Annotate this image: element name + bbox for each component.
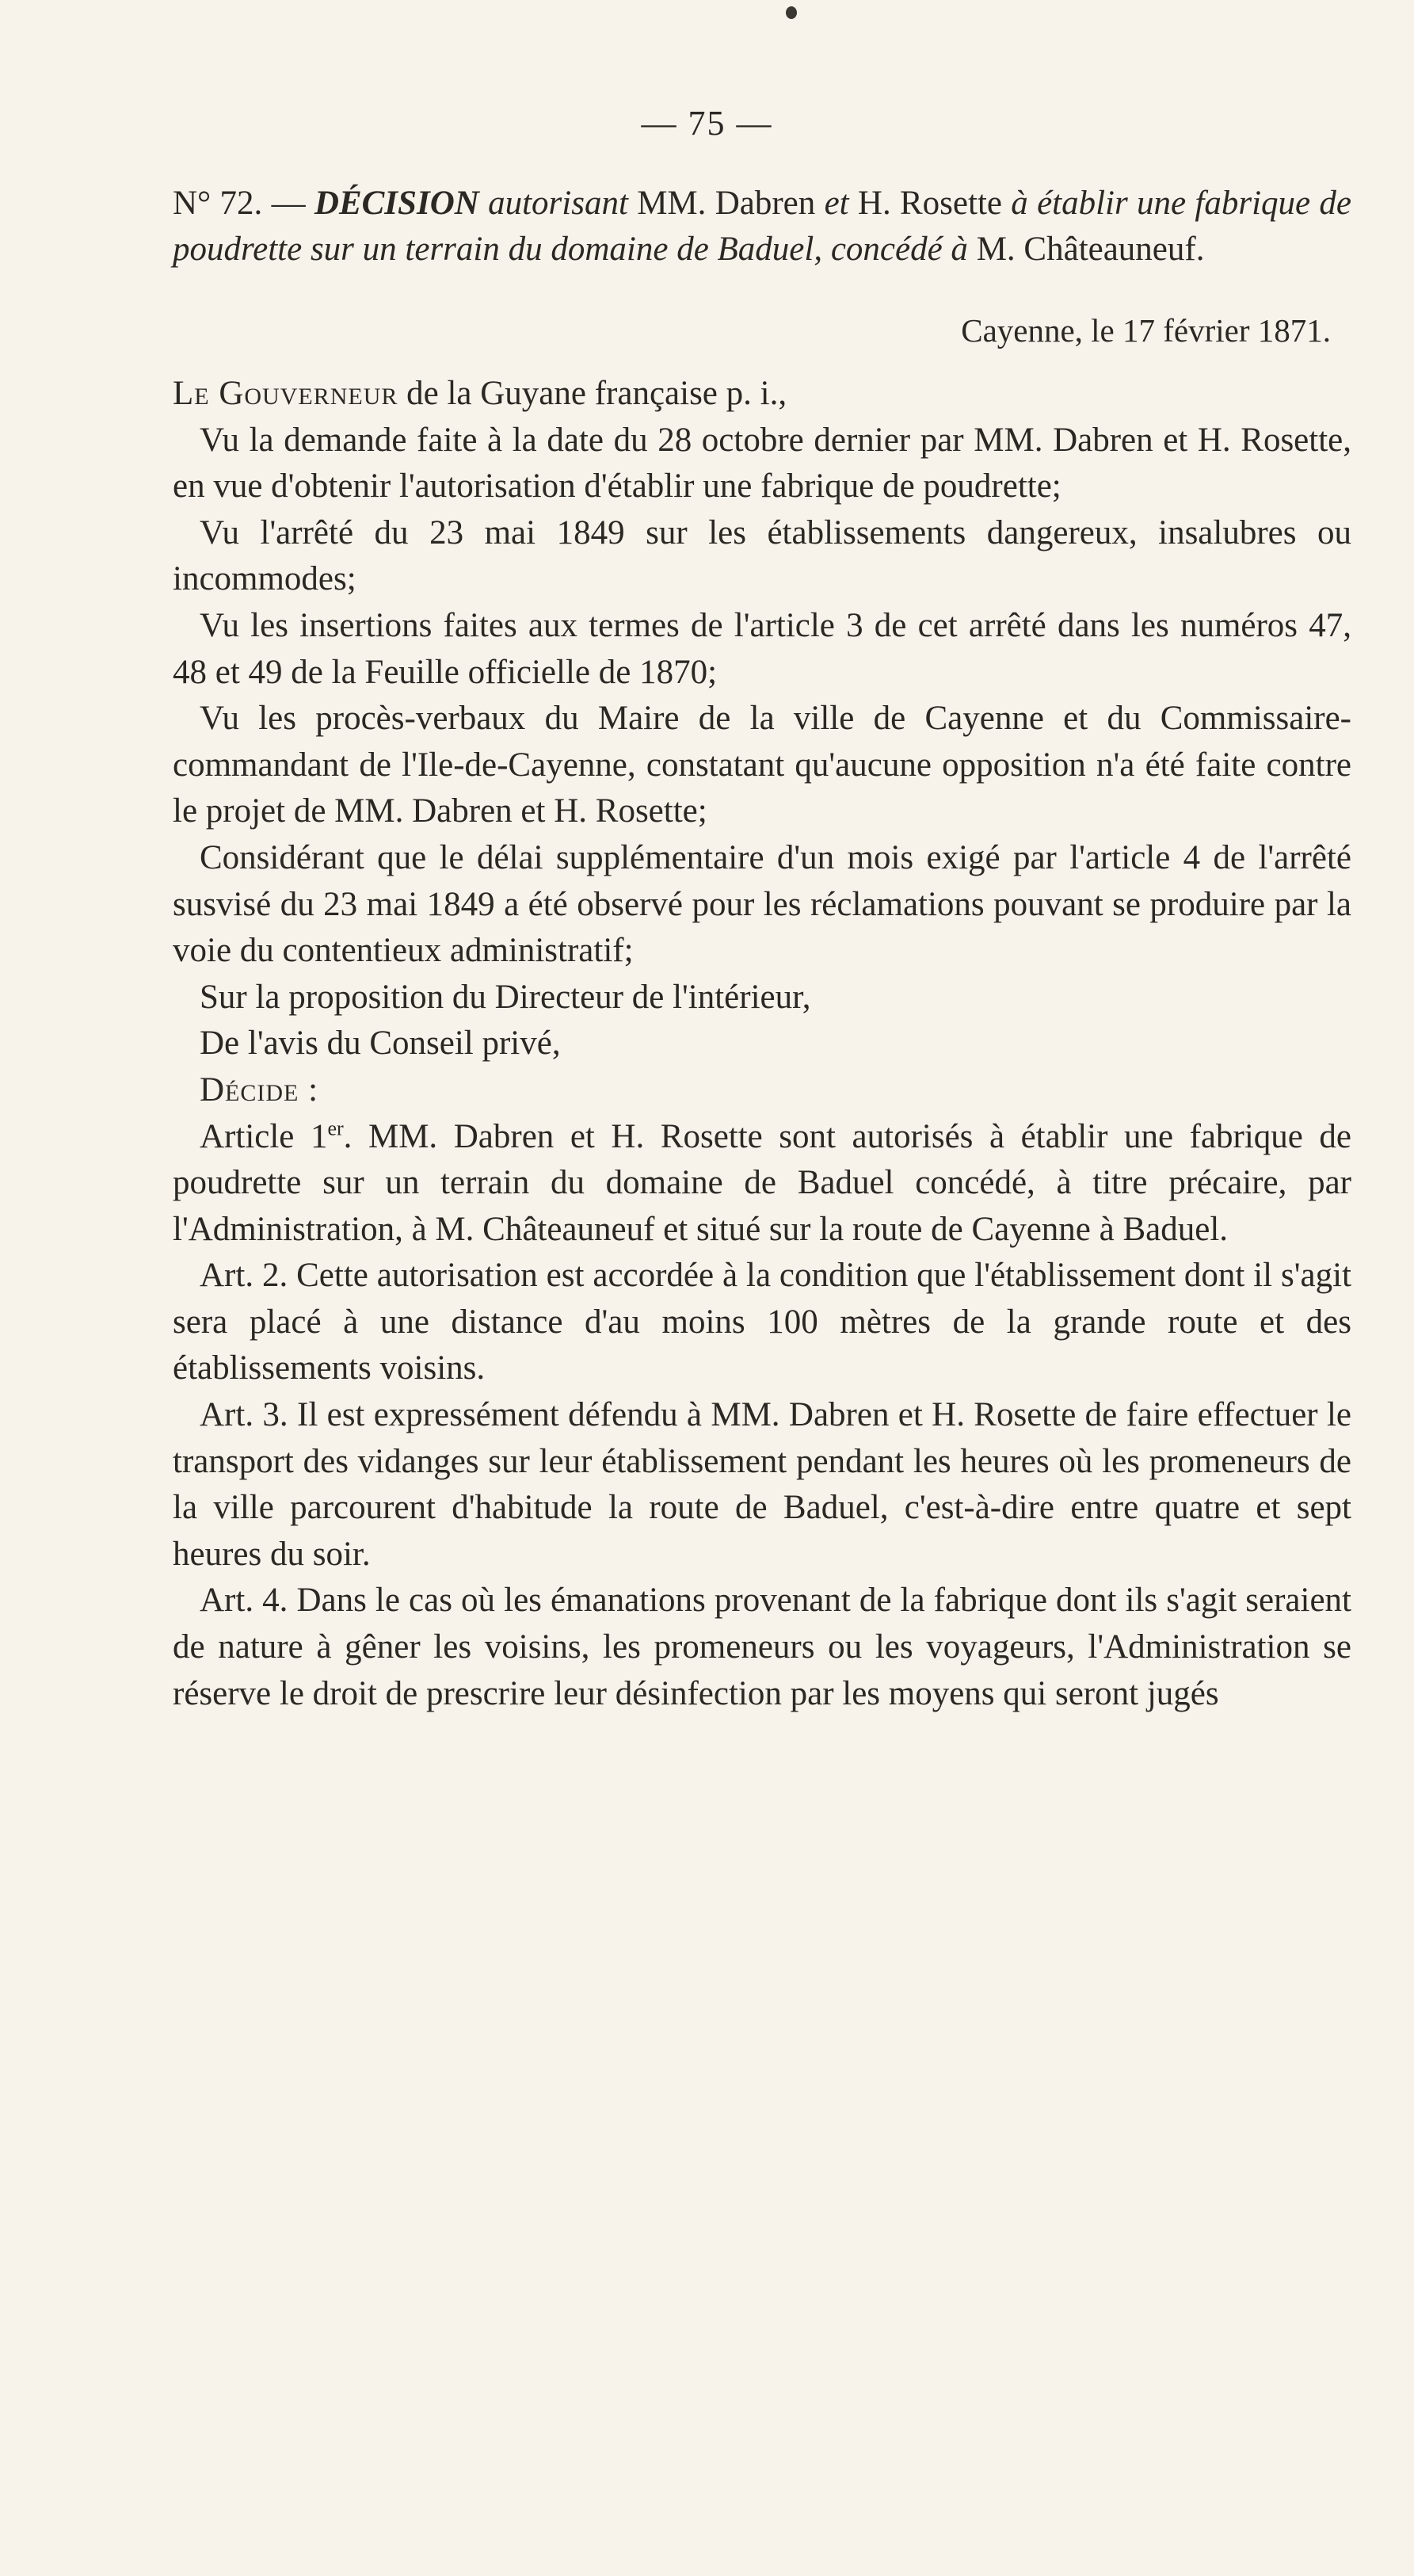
consideration-1: Vu la demande faite à la date du 28 octobre dernier par MM. Dabren et H. Rosette, en vue d'obtenir l'autorisation d'établir une fabrique de poudrette; (173, 421, 1351, 506)
governor-rest: de la Guyane française p. i., (406, 375, 787, 412)
article-4: Art. 4. Dans le cas où les émanations provenant de la fabrique dont ils s'agit seraient de nature à gêner les voisins, les promeneurs ou les voyageurs, l'Administration se réserve le droit de prescrire leur désinfection par les moyens qui seront jugés (173, 1582, 1351, 1712)
article-3: Art. 3. Il est expressément défendu à MM. Dabren et H. Rosette de faire effectuer le transport des vidanges sur leur établissement pendant les heures où les promeneurs de la ville parcourent d'habitude la route de Baduel, c'est-à-dire entre quatre et sept heures du soir. (173, 1396, 1351, 1573)
page-number: — 75 — (641, 104, 773, 143)
consideration-4: Vu les procès-verbaux du Maire de la ville de Cayenne et du Commissaire-commandant de l'Ile-de-Cayenne, constatant qu'aucune opposition n'a été faite contre le projet de MM. Dabren et H. Rosette; (173, 700, 1351, 830)
heading-person: M. Châteauneuf. (976, 231, 1205, 268)
heading-lead: autorisant (488, 185, 628, 222)
article-1-text: . MM. Dabren et H. Rosette sont autorisés à établir une fabrique de poudrette sur un terrain du domaine de Baduel concédé, à titre précaire, par l'Administration, à M. Châteauneuf et situé sur la route de Cayenne à Baduel. (173, 1117, 1352, 1248)
article-1-sup: er (327, 1116, 344, 1140)
place-date: Cayenne, le 17 février 1871. (961, 312, 1331, 349)
decision-number: N° 72. — (173, 185, 306, 222)
decide-line (173, 1067, 1351, 1114)
article-1-label: Article 1 (200, 1117, 328, 1155)
consideration-3: Vu les insertions faites aux termes de l'article 3 de cet arrêté dans les numéros 47, 48 et 49 de la Feuille officielle de 1870; (173, 606, 1351, 691)
article-1 (173, 1114, 1351, 1254)
ink-speck (786, 6, 797, 19)
governor-line (173, 371, 1351, 418)
heading-rest: à établir une fabrique de poudrette sur un terrain du domaine de Baduel, concédé à (173, 185, 1352, 268)
consideration-7: De l'avis du Conseil privé, (200, 1025, 561, 1063)
consideration-6: Sur la proposition du Directeur de l'intérieur, (200, 978, 811, 1016)
decide-word: Décide : (200, 1070, 319, 1109)
governor-title: Le Gouverneur (173, 375, 398, 412)
consideration-5: Considérant que le délai supplémentaire d'un mois exigé par l'article 4 de l'arrêté susvisé du 23 mai 1849 a été observé pour les réclamations pouvant se produire par la voie du contentieux administratif; (173, 838, 1351, 970)
heading-name2: H. Rosette (857, 185, 1002, 222)
decision-word: DÉCISION (314, 185, 479, 222)
heading-names: MM. Dabren (637, 185, 816, 222)
consideration-2: Vu l'arrêté du 23 mai 1849 sur les établissements dangereux, insalubres ou incommodes; (173, 513, 1351, 598)
document-body (173, 181, 1351, 1717)
article-2: Art. 2. Cette autorisation est accordée à la condition que l'établissement dont il s'agit sera placé à une distance d'au moins 100 mètres de la grande route et des établissements voisins. (173, 1257, 1351, 1387)
heading-conj: et (824, 185, 849, 222)
decision-heading (173, 181, 1351, 273)
